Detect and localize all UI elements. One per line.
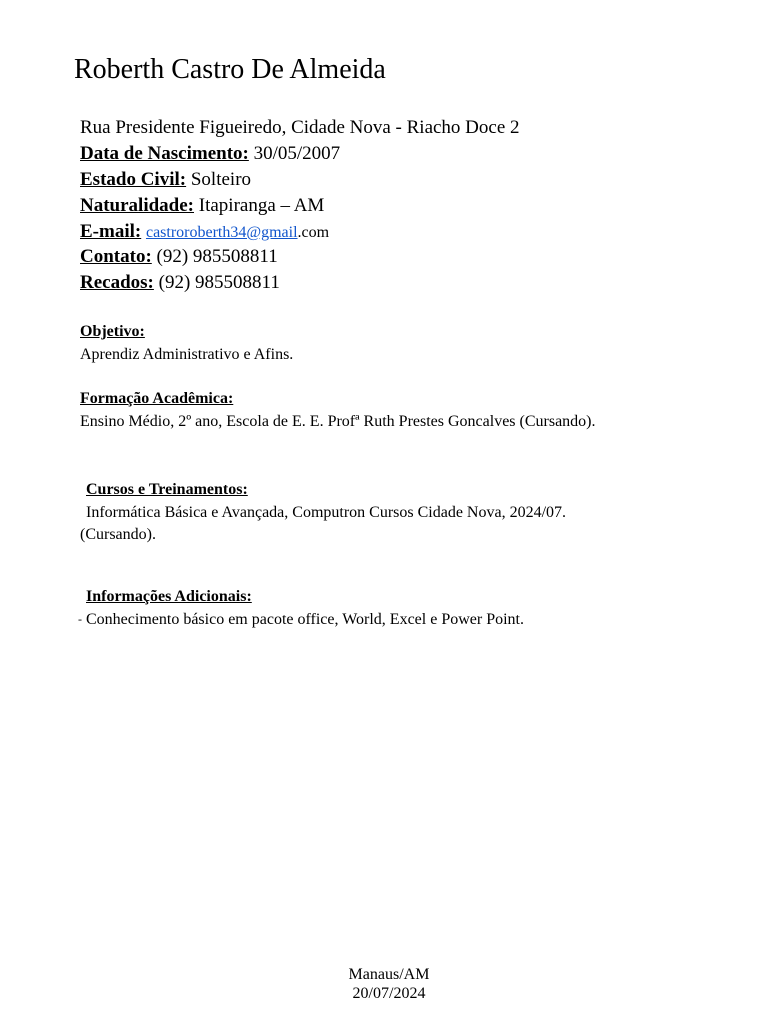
birth-date-row [80,142,340,166]
education-heading: Formação Acadêmica: [80,390,234,407]
courses-line-2: (Cursando). [80,526,156,543]
footer-date: 20/07/2024 [352,985,426,1002]
origin-value: Itapiranga – AM [194,195,325,216]
additional-bullet-item [78,608,524,631]
email-suffix: .com [297,224,330,241]
civil-status-row [80,168,251,192]
messages-value: (92) 985508811 [153,272,280,293]
origin-label: Naturalidade: [80,195,194,216]
origin-row [80,194,324,218]
candidate-name: Roberth Castro De Almeida [74,54,386,85]
additional-heading: Informações Adicionais: [86,588,252,605]
birth-date-value: 30/05/2007 [248,143,341,164]
email-link[interactable]: castroroberth34@gmail [145,224,298,241]
birth-date-label: Data de Nascimento: [80,143,249,164]
bullet-dash-icon: - [78,612,82,626]
email-row [80,220,329,245]
email-label: E-mail: [80,221,142,242]
courses-heading: Cursos e Treinamentos: [86,481,248,498]
contact-label: Contato: [80,246,152,267]
contact-value: (92) 985508811 [151,246,278,267]
messages-row [80,271,280,295]
education-text: Ensino Médio, 2º ano, Escola de E. E. Profª Ruth Prestes Goncalves (Cursando). [80,413,596,430]
contact-row [80,245,278,269]
additional-text: Conhecimento básico em pacote office, World, Excel e Power Point. [86,611,524,628]
civil-status-value: Solteiro [186,169,252,190]
messages-label: Recados: [80,272,154,293]
courses-line-1: Informática Básica e Avançada, Computron Cursos Cidade Nova, 2024/07. [86,504,567,521]
footer-city: Manaus/AM [348,966,430,983]
objective-heading: Objetivo: [80,323,145,340]
objective-text: Aprendiz Administrativo e Afins. [80,346,294,363]
civil-status-label: Estado Civil: [80,169,187,190]
address-line: Rua Presidente Figueiredo, Cidade Nova - Riacho Doce 2 [80,117,520,138]
